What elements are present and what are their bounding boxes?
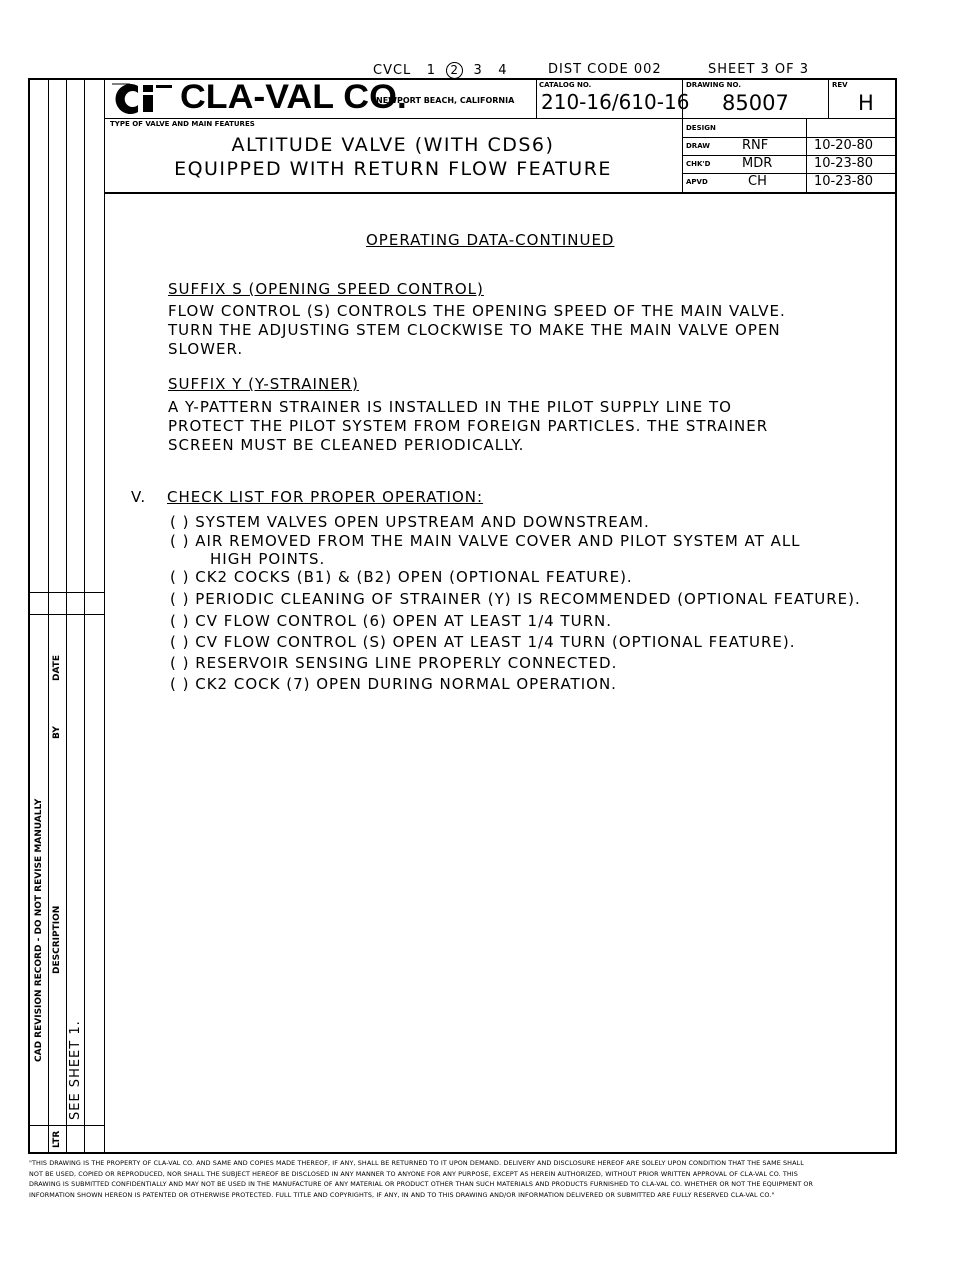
suffix-s-line: SLOWER.: [168, 340, 244, 358]
title-block-divider: [806, 118, 807, 192]
checklist-item: ( ) CV FLOW CONTROL (6) OPEN AT LEAST 1/4 TURN.: [170, 612, 612, 630]
margin-line: [28, 614, 104, 615]
cla-val-logo-icon: [110, 82, 172, 116]
title-block-divider: [104, 118, 682, 119]
cvcl-option-1: 1: [426, 63, 436, 78]
suffix-y-line: A Y-PATTERN STRAINER IS INSTALLED IN THE PILOT SUPPLY LINE TO: [168, 398, 732, 416]
checklist-item: ( ) AIR REMOVED FROM THE MAIN VALVE COVER AND PILOT SYSTEM AT ALL: [170, 532, 801, 550]
checklist-item: ( ) PERIODIC CLEANING OF STRAINER (Y) IS RECOMMENDED (OPTIONAL FEATURE).: [170, 590, 861, 608]
drawing-number: 85007: [722, 91, 789, 115]
margin-line: [28, 1125, 104, 1126]
rev-col-description: DESCRIPTION: [52, 905, 62, 974]
checklist-item: ( ) CK2 COCK (7) OPEN DURING NORMAL OPERATION.: [170, 675, 617, 693]
title-block-bottom: [104, 192, 897, 194]
catalog-label: CATALOG NO.: [539, 81, 592, 89]
legal-notice: [29, 1158, 897, 1200]
suffix-s-line: FLOW CONTROL (S) CONTROLS THE OPENING SPEED OF THE MAIN VALVE.: [168, 302, 786, 320]
see-sheet-note: SEE SHEET 1.: [68, 1020, 83, 1120]
margin-line: [48, 78, 49, 1154]
checklist-item: ( ) SYSTEM VALVES OPEN UPSTREAM AND DOWNSTREAM.: [170, 513, 650, 531]
cvcl-option-4: 4: [498, 63, 508, 78]
rev-col-ltr: LTR: [52, 1130, 62, 1148]
dist-code: DIST CODE 002: [548, 62, 662, 77]
signoff-date: 10-23-80: [814, 156, 874, 171]
signoff-name: MDR: [742, 156, 773, 171]
title-line-1: ALTITUDE VALVE (WITH CDS6): [231, 134, 555, 156]
signoff-role: CHK'D: [686, 160, 711, 168]
suffix-y-heading: SUFFIX Y (Y-STRAINER): [168, 375, 359, 393]
legal-line: INFORMATION SHOWN HEREON IS PATENTED OR OTHERWISE PROTECTED. FULL TITLE AND COPYRIGHTS, IF ANY, IN AND TO THIS DRAWING AND/OR INFORMATION DELIVERED OR SUBMITTED ARE FULLY RESERVED CLA-VAL CO.": [29, 1190, 775, 1199]
design-label: DESIGN: [686, 124, 716, 132]
title-block-divider: [828, 78, 829, 118]
margin-line: [66, 78, 67, 1154]
catalog-number: 210-16/610-16: [541, 90, 690, 114]
suffix-s-line: TURN THE ADJUSTING STEM CLOCKWISE TO MAKE THE MAIN VALVE OPEN: [168, 321, 781, 339]
signoff-role: DRAW: [686, 142, 711, 150]
checklist-heading: CHECK LIST FOR PROPER OPERATION:: [167, 488, 484, 506]
section-heading: OPERATING DATA-CONTINUED: [366, 231, 615, 249]
sheet-number: SHEET 3 OF 3: [708, 62, 810, 77]
suffix-y-line: SCREEN MUST BE CLEANED PERIODICALLY.: [168, 436, 525, 454]
signoff-date: 10-20-80: [814, 138, 874, 153]
legal-line: DRAWING IS SUBMITTED CONFIDENTIALLY AND MAY NOT BE USED IN THE MANUFACTURE OF ANY MATERIAL OR PRODUCT OTHER THAN SUCH MATERIALS AND PRODUCTS FURNISHED TO CLA-VAL CO. WHETHER OR NOT THE EQUIPMENT OR: [29, 1180, 814, 1188]
signoff-name: RNF: [742, 138, 769, 153]
cad-revision-note: CAD REVISION RECORD - DO NOT REVISE MANUALLY: [34, 798, 44, 1062]
cvcl-label: CVCL: [373, 63, 412, 78]
margin-line: [28, 592, 104, 593]
signoff-date: 10-23-80: [814, 174, 874, 189]
signoff-name: CH: [748, 174, 767, 189]
title-block-divider: [536, 78, 537, 118]
cvcl-option-3: 3: [473, 63, 483, 78]
company-location: NEWPORT BEACH, CALIFORNIA: [376, 96, 515, 105]
title-line-2: EQUIPPED WITH RETURN FLOW FEATURE: [174, 158, 612, 180]
checklist-item-continued: HIGH POINTS.: [210, 550, 326, 568]
checklist-item: ( ) CK2 COCKS (B1) & (B2) OPEN (OPTIONAL FEATURE).: [170, 568, 633, 586]
margin-line: [84, 78, 85, 1154]
checklist-item: ( ) RESERVOIR SENSING LINE PROPERLY CONNECTED.: [170, 654, 618, 672]
legal-line: NOT BE USED, COPIED OR REPRODUCED, NOR SHALL THE SUBJECT HEREOF BE DISCLOSED IN ANY MANNER TO ANYONE FOR ANY PURPOSE, EXCEPT AS HEREIN AUTHORIZED, WITHOUT PRIOR WRITTEN APPROVAL OF CLA-VAL CO. THIS: [29, 1169, 798, 1178]
section-number: V.: [131, 488, 147, 506]
rev-col-date: DATE: [52, 654, 62, 681]
valve-type-label: TYPE OF VALVE AND MAIN FEATURES: [110, 120, 255, 128]
drawing-number-label: DRAWING NO.: [686, 81, 741, 89]
margin-line: [104, 78, 105, 1154]
cvcl-selector: [373, 62, 507, 79]
rev-label: REV: [832, 81, 848, 89]
legal-line: "THIS DRAWING IS THE PROPERTY OF CLA-VAL CO. AND SAME AND COPIES MADE THEREOF, IF ANY, SHALL BE RETURNED TO IT UPON DEMAND. DELIVERY AND DISCLOSURE HEREOF ARE SOLELY UPON CONDITION THAT THE SAME SHALL: [29, 1159, 804, 1167]
suffix-s-heading: SUFFIX S (OPENING SPEED CONTROL): [168, 280, 484, 298]
cvcl-option-selected: 2: [446, 62, 463, 79]
rev-letter: H: [858, 91, 874, 115]
title-block-divider: [682, 118, 897, 119]
signoff-role: APVD: [686, 178, 708, 186]
rev-col-by: BY: [52, 726, 62, 739]
suffix-y-line: PROTECT THE PILOT SYSTEM FROM FOREIGN PARTICLES. THE STRAINER: [168, 417, 769, 435]
checklist-item: ( ) CV FLOW CONTROL (S) OPEN AT LEAST 1/4 TURN (OPTIONAL FEATURE).: [170, 633, 796, 651]
company-name: CLA-VAL CO.: [180, 78, 407, 116]
